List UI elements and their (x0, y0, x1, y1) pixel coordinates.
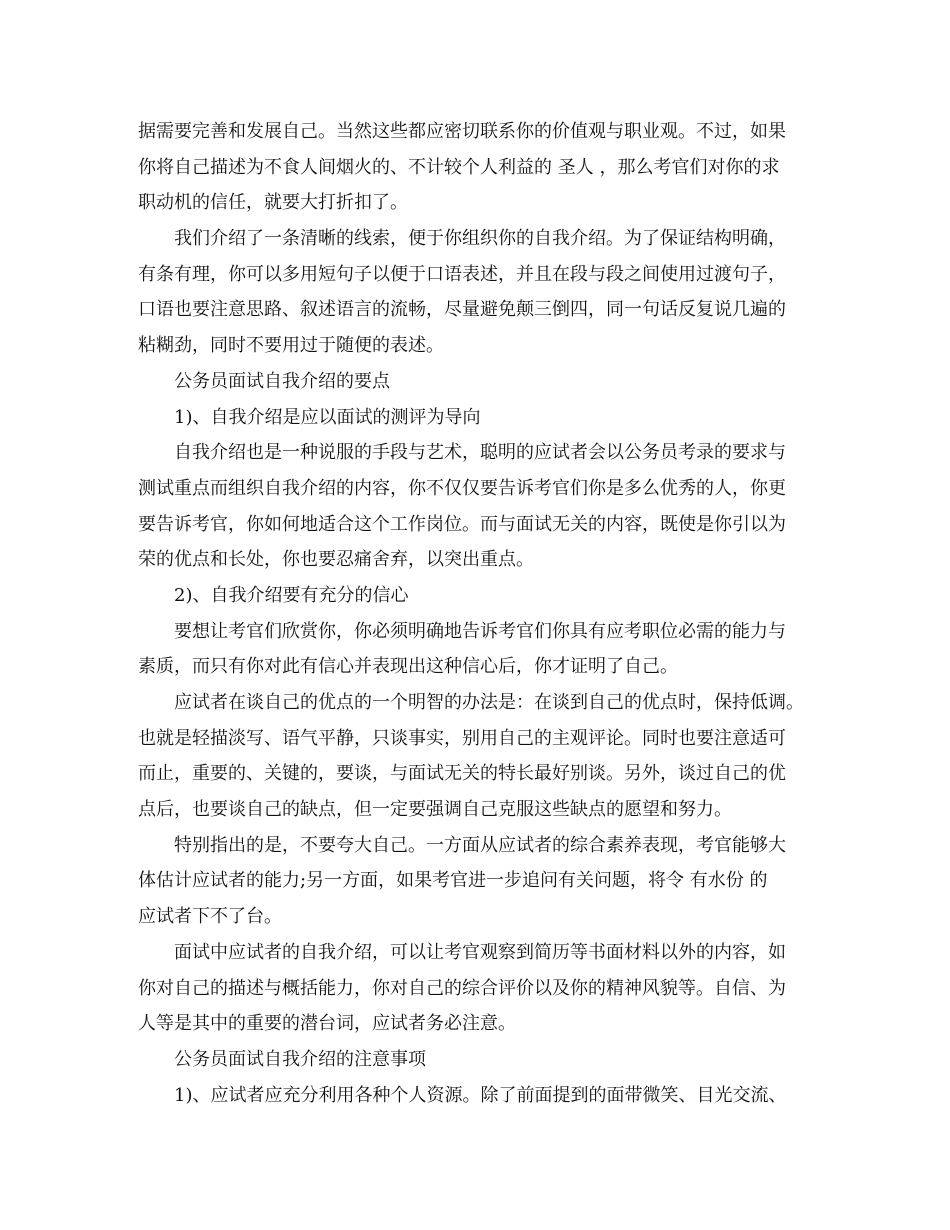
document-body (138, 114, 818, 1113)
text-line: 据需要完善和发展自己。当然这些都应密切联系你的价值观与职业观。不过，如果 (138, 121, 786, 142)
text-line: 要告诉考官，你如何地适合这个工作岗位。而与面试无关的内容，既使是你引以为 (138, 513, 786, 535)
text-line: 应试者下不了台。 (138, 906, 282, 928)
text-line: 而止，重要的、关键的，要谈，与面试无关的特长最好别谈。另外，谈过自己的优 (138, 763, 786, 785)
text-line: 粘糊劲，同时不要用过于随便的表述。 (138, 335, 444, 357)
text-line: 也就是轻描淡写、语气平静，只谈事实，别用自己的主观评论。同时也要注意适可 (138, 727, 786, 749)
text-line: 面试中应试者的自我介绍，可以让考官观察到简历等书面材料以外的内容，如 (174, 941, 786, 963)
text-line: 特别指出的是，不要夸大自己。一方面从应试者的综合素养表现，考官能够大 (174, 834, 786, 856)
text-line: 公务员面试自我介绍的要点 (174, 370, 390, 392)
text-line: 素质，而只有你对此有信心并表现出这种信心后，你才证明了自己。 (138, 656, 678, 678)
text-line: 1)、应试者应充分利用各种个人资源。除了前面提到的面带微笑、目光交流、 (174, 1084, 787, 1106)
text-line: 公务员面试自我介绍的注意事项 (174, 1048, 426, 1070)
text-line: 我们介绍了一条清晰的线索，便于你组织你的自我介绍。为了保证结构明确， (174, 228, 786, 250)
text-line: 职动机的信任，就要大打折扣了。 (138, 192, 408, 214)
text-line: 要想让考官们欣赏你，你必须明确地告诉考官们你具有应考职位必需的能力与 (174, 620, 786, 642)
text-line: 点后，也要谈自己的缺点，但一定要强调自己克服这些缺点的愿望和努力。 (138, 799, 732, 821)
text-line: 人等是其中的重要的潜台词，应试者务必注意。 (138, 1013, 516, 1035)
text-line: 测试重点而组织自我介绍的内容，你不仅仅要告诉考官们你是多么优秀的人，你更 (138, 477, 786, 499)
text-line: 应试者在谈自己的优点的一个明智的办法是：在谈到自己的优点时，保持低调。 (174, 692, 804, 713)
text-line: 体估计应试者的能力;另一方面，如果考官进一步追问有关问题，将令 有水份 的 (138, 870, 768, 892)
text-line: 有条有理，你可以多用短句子以便于口语表述，并且在段与段之间使用过渡句子， (138, 263, 786, 285)
text-line: 自我介绍也是一种说服的手段与艺术，聪明的应试者会以公务员考录的要求与 (174, 442, 786, 464)
text-line: 口语也要注意思路、叙述语言的流畅，尽量避免颠三倒四，同一句话反复说几遍的 (138, 299, 786, 321)
text-line: 2)、自我介绍要有充分的信心 (174, 584, 409, 606)
text-line: 荣的优点和长处，你也要忍痛舍弃，以突出重点。 (138, 549, 534, 571)
text-line: 你对自己的描述与概括能力，你对自己的综合评价以及你的精神风貌等。自信、为 (138, 977, 786, 999)
text-line: 你将自己描述为不食人间烟火的、不计较个人利益的 圣人 ，那么考官们对你的求 (138, 156, 780, 178)
text-line: 1)、自我介绍是应以面试的测评为导向 (174, 406, 481, 428)
